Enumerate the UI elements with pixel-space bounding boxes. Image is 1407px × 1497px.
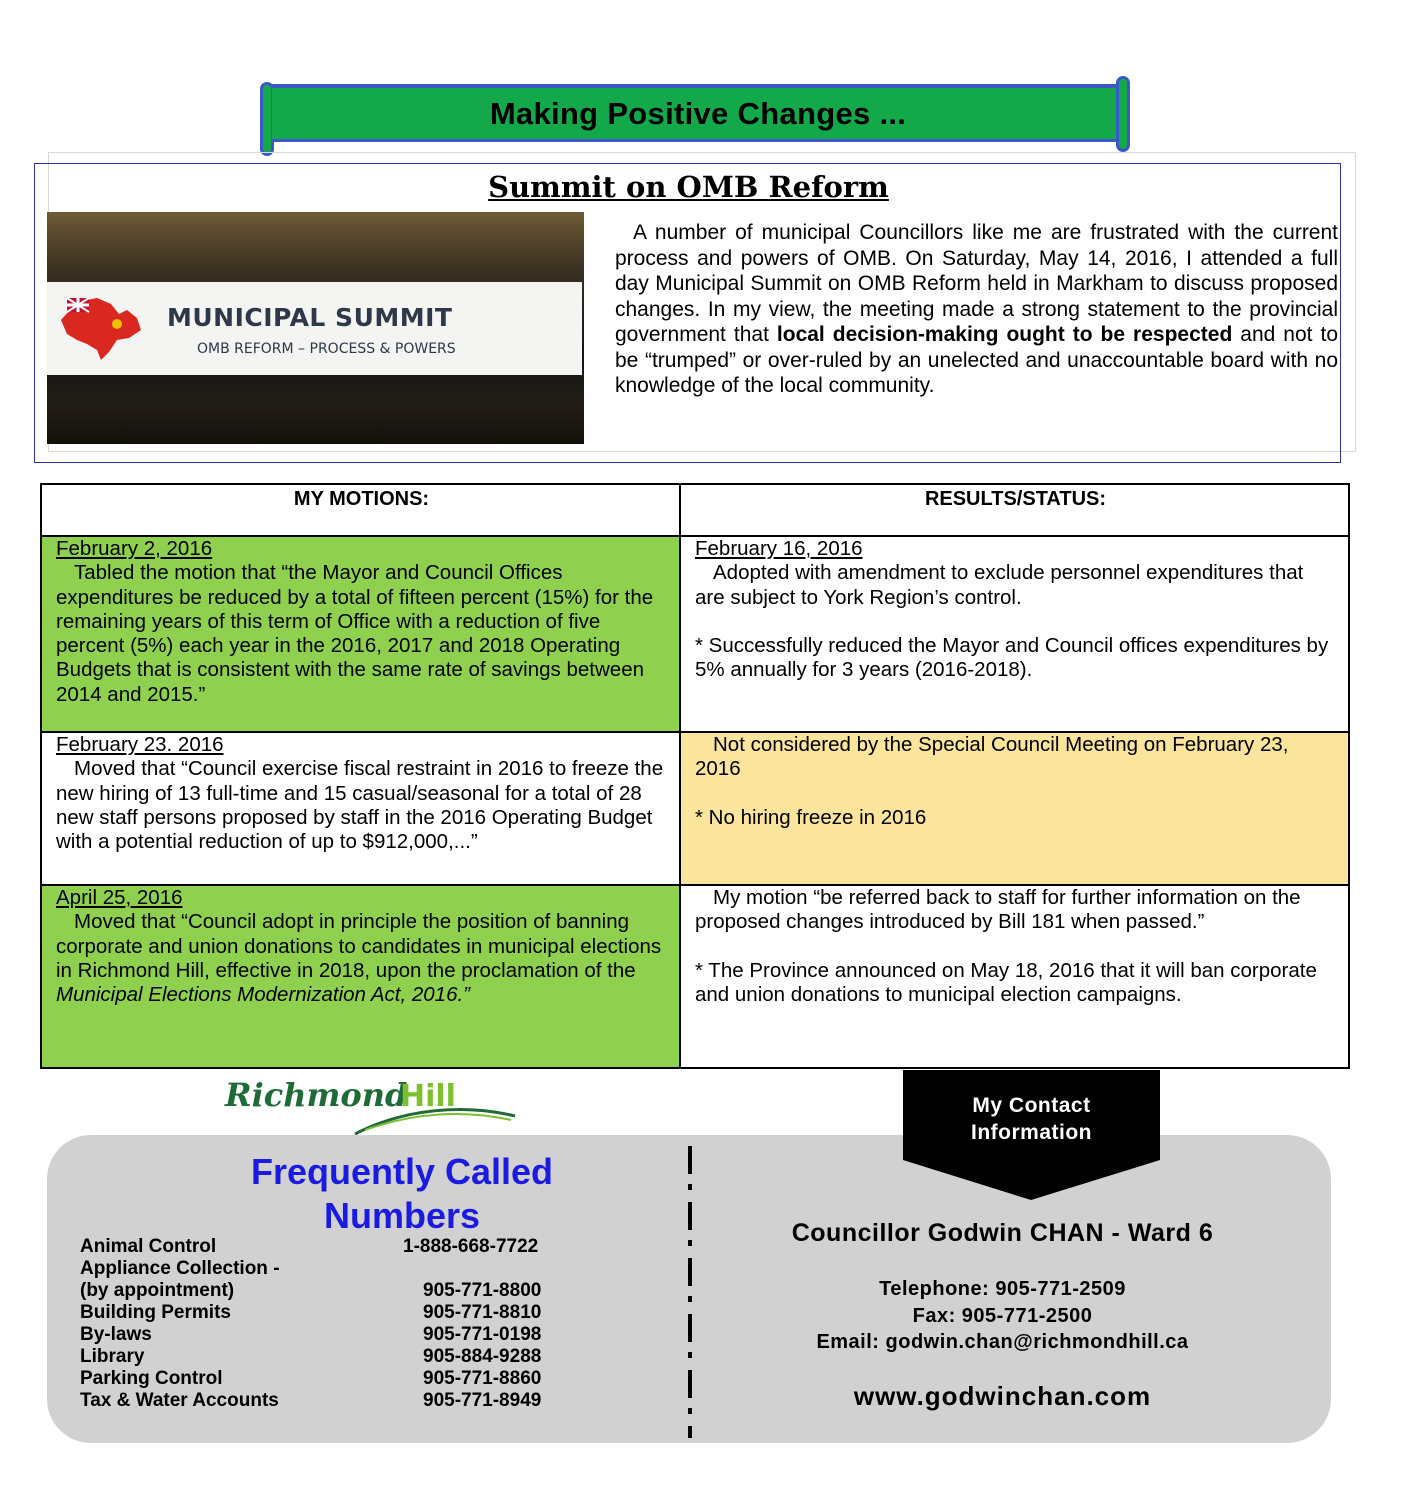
fcn-title-line1: Frequently Called [250,1151,554,1192]
fcn-name: Tax & Water Accounts [80,1390,279,1411]
list-item [80,1236,600,1258]
fcn-number: 905-771-8800 [423,1280,542,1301]
motion-text [56,910,667,1007]
frequently-called-list [80,1236,600,1412]
list-item [80,1280,600,1302]
fcn-number: 905-771-8860 [423,1368,542,1389]
result-note: * The Province announced on May 18, 2016 that it will ban corporate and union donations to municipal election campaigns. [695,958,1317,1006]
table-row [41,885,1349,1068]
list-item [80,1324,600,1346]
motions-table [40,483,1350,1069]
list-item [80,1258,600,1280]
contact-tab-label [903,1092,1160,1146]
photo-sign [47,282,582,375]
list-item [80,1302,600,1324]
summit-title: Summit on OMB Reform [488,170,889,204]
result-cell [680,732,1349,885]
logo-text-main: Richmond [225,1076,408,1114]
table-row [41,732,1349,885]
motion-text-main: Moved that “Council adopt in principle the position of banning corporate and union donations to candidates in municipal elections in Richmond Hill, effective in 2018, upon the proclamation of the [56,910,662,982]
email-link[interactable]: Email: godwin.chan@richmondhill.ca [816,1331,1189,1353]
motion-date: February 23. 2016 [56,733,224,756]
result-cell [680,885,1349,1068]
contact-tab-line1: My Contact [972,1094,1091,1117]
motion-text: Tabled the motion that “the Mayor and Council Offices expenditures be reduced by a total of fifteen percent (15%) for the remaining years of this term of Office with a reduction of five percent (5%) each year in the 2016, 2017 and 2018 Operating Budgets that is consistent with the same rate of savings between 2014 and 2015.” [56,561,654,706]
table-row [41,536,1349,732]
fcn-name: Appliance Collection - [80,1258,280,1279]
fcn-number: 905-771-0198 [423,1324,542,1345]
table-header-row [41,484,1349,536]
banner-scroll-right [1116,76,1130,152]
frequently-called-title [190,1150,614,1238]
result-note: * No hiring freeze in 2016 [695,805,927,829]
panel-divider [688,1146,692,1438]
banner-title: Making Positive Changes ... [272,84,1124,142]
result-text: My motion “be referred back to staff for further information on the proposed changes introduced by Bill 181 when passed.” [695,886,1301,934]
contact-tab-line2: Information [971,1121,1092,1144]
summit-text-part1: A number of municipal Councillors like me are frustrated with the current process and powers of OMB. On Saturday, May 14, 2016, I attended a full day Municipal Summit on OMB Reform held in Markham to discuss proposed changes. In my view, the meeting made a strong statement to the provincial government that [615,221,1339,346]
list-item [80,1346,600,1368]
photo-sign-subtitle: OMB REFORM – PROCESS & POWERS [197,341,456,357]
fcn-name: Library [80,1346,145,1367]
fcn-number: 905-771-8949 [423,1390,542,1411]
summit-text-bold: local decision-making ought to be respected [776,323,1233,346]
councillor-name: Councillor Godwin CHAN - Ward 6 [791,1219,1214,1247]
summit-paragraph [615,220,1338,399]
fcn-name: Animal Control [80,1236,217,1257]
fcn-name: Building Permits [80,1302,231,1323]
ontario-map-icon [57,290,145,362]
fcn-title-line2: Numbers [323,1195,481,1236]
fax: Fax: 905-771-2500 [912,1304,1093,1327]
summit-section [34,163,1341,463]
motion-date: April 25, 2016 [56,886,183,909]
fcn-number: 905-884-9288 [423,1346,542,1367]
photo-shade [47,404,584,444]
summit-photo [47,212,584,444]
result-text: Not considered by the Special Council Meeting on February 23, 2016 [695,733,1289,781]
list-item [80,1368,600,1390]
richmond-hill-logo [215,1068,525,1138]
motion-cell [41,536,680,732]
result-date: February 16, 2016 [695,537,863,560]
motion-date: February 2, 2016 [56,537,213,560]
fcn-name: (by appointment) [80,1280,235,1301]
title-banner [260,76,1130,160]
list-item [80,1390,600,1412]
result-note: * Successfully reduced the Mayor and Council offices expenditures by 5% annually for 3 years (2016-2018). [695,633,1329,682]
motion-text-italic: Municipal Elections Modernization Act, 2016.” [56,983,471,1007]
fcn-number: 1-888-668-7722 [403,1236,539,1257]
photo-sign-title: MUNICIPAL SUMMIT [167,303,453,332]
summit-text-part2: and not to be “trumped” or over-ruled by an unelected and unaccountable board with no knowledge of the local community. [615,323,1338,397]
logo-text-accent: Hill [400,1079,456,1114]
website-link[interactable]: www.godwinchan.com [853,1381,1152,1411]
header-motions: MY MOTIONS: [41,484,680,536]
motion-cell [41,885,680,1068]
header-results: RESULTS/STATUS: [680,484,1349,536]
result-text: Adopted with amendment to exclude personnel expenditures that are subject to York Region’s control. [695,561,1304,609]
fcn-name: Parking Control [80,1368,223,1389]
contact-details [700,1276,1305,1356]
fcn-name: By-laws [80,1324,152,1345]
result-cell [680,536,1349,732]
motion-cell [41,732,680,885]
motion-text: Moved that “Council exercise fiscal restraint in 2016 to freeze the new hiring of 13 full-time and 15 casual/seasonal for a total of 28 new staff persons proposed by staff in the 2016 Operating Budget with a potential reduction of up to $912,000,...” [56,757,664,854]
telephone: Telephone: 905-771-2509 [879,1278,1126,1300]
fcn-number: 905-771-8810 [423,1302,542,1323]
